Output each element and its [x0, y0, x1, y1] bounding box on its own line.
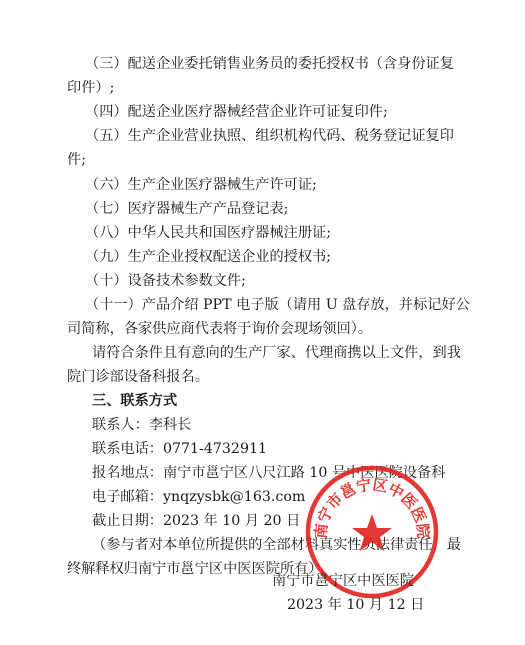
- item-7: （七）医疗器械生产产品登记表;: [85, 201, 289, 217]
- item-3-line-1: （三）配送企业委托销售业务员的委托授权书（含身份证复: [85, 56, 454, 72]
- item-10: （十）设备技术参数文件;: [85, 273, 246, 289]
- contact-person: 联系人：李科长: [92, 417, 192, 433]
- item-8: （八）中华人民共和国医疗器械注册证;: [85, 225, 331, 241]
- item-5-line-2: 件;: [67, 152, 86, 168]
- seal-arc-text: 南宁市邕宁区中医医院: [311, 475, 433, 540]
- deadline: 截止日期：2023 年 10 月 20 日: [92, 513, 301, 529]
- item-5-line-1: （五）生产企业营业执照、组织机构代码、税务登记证复印: [85, 128, 454, 144]
- contact-phone: 联系电话：0771-4732911: [92, 441, 268, 457]
- invitation-line-2: 院门诊部设备科报名。: [67, 369, 209, 385]
- signature-date: 2023 年 10 月 12 日: [287, 597, 425, 613]
- contact-email: 电子邮箱：ynqzysbk@163.com: [92, 489, 306, 505]
- note-line-2: 终解释权归南宁市邕宁区中医医院所有）: [67, 561, 323, 577]
- contact-heading: 三、联系方式: [92, 393, 178, 409]
- item-4: （四）配送企业医疗器械经营企业许可证复印件;: [85, 104, 388, 120]
- note-line-1: （参与者对本单位所提供的全部材料真实性负法律责任，最: [92, 537, 461, 553]
- signature-org: 南宁市邕宁区中医医院: [272, 573, 414, 589]
- item-9: （九）生产企业授权配送企业的授权书;: [85, 249, 331, 265]
- registration-address: 报名地点：南宁市邕宁区八尺江路 10 号中医医院设备科: [92, 465, 446, 481]
- item-11-line-1: （十一）产品介绍 PPT 电子版（请用 U 盘存放，并标记好公: [85, 297, 470, 313]
- item-6: （六）生产企业医疗器械生产许可证;: [85, 177, 317, 193]
- invitation-line-1: 请符合条件且有意向的生产厂家、代理商携以上文件，到我: [92, 345, 461, 361]
- item-3-line-2: 印件）;: [67, 80, 115, 96]
- item-11-line-2: 司简称，各家供应商代表将于询价会现场领回）。: [67, 321, 373, 337]
